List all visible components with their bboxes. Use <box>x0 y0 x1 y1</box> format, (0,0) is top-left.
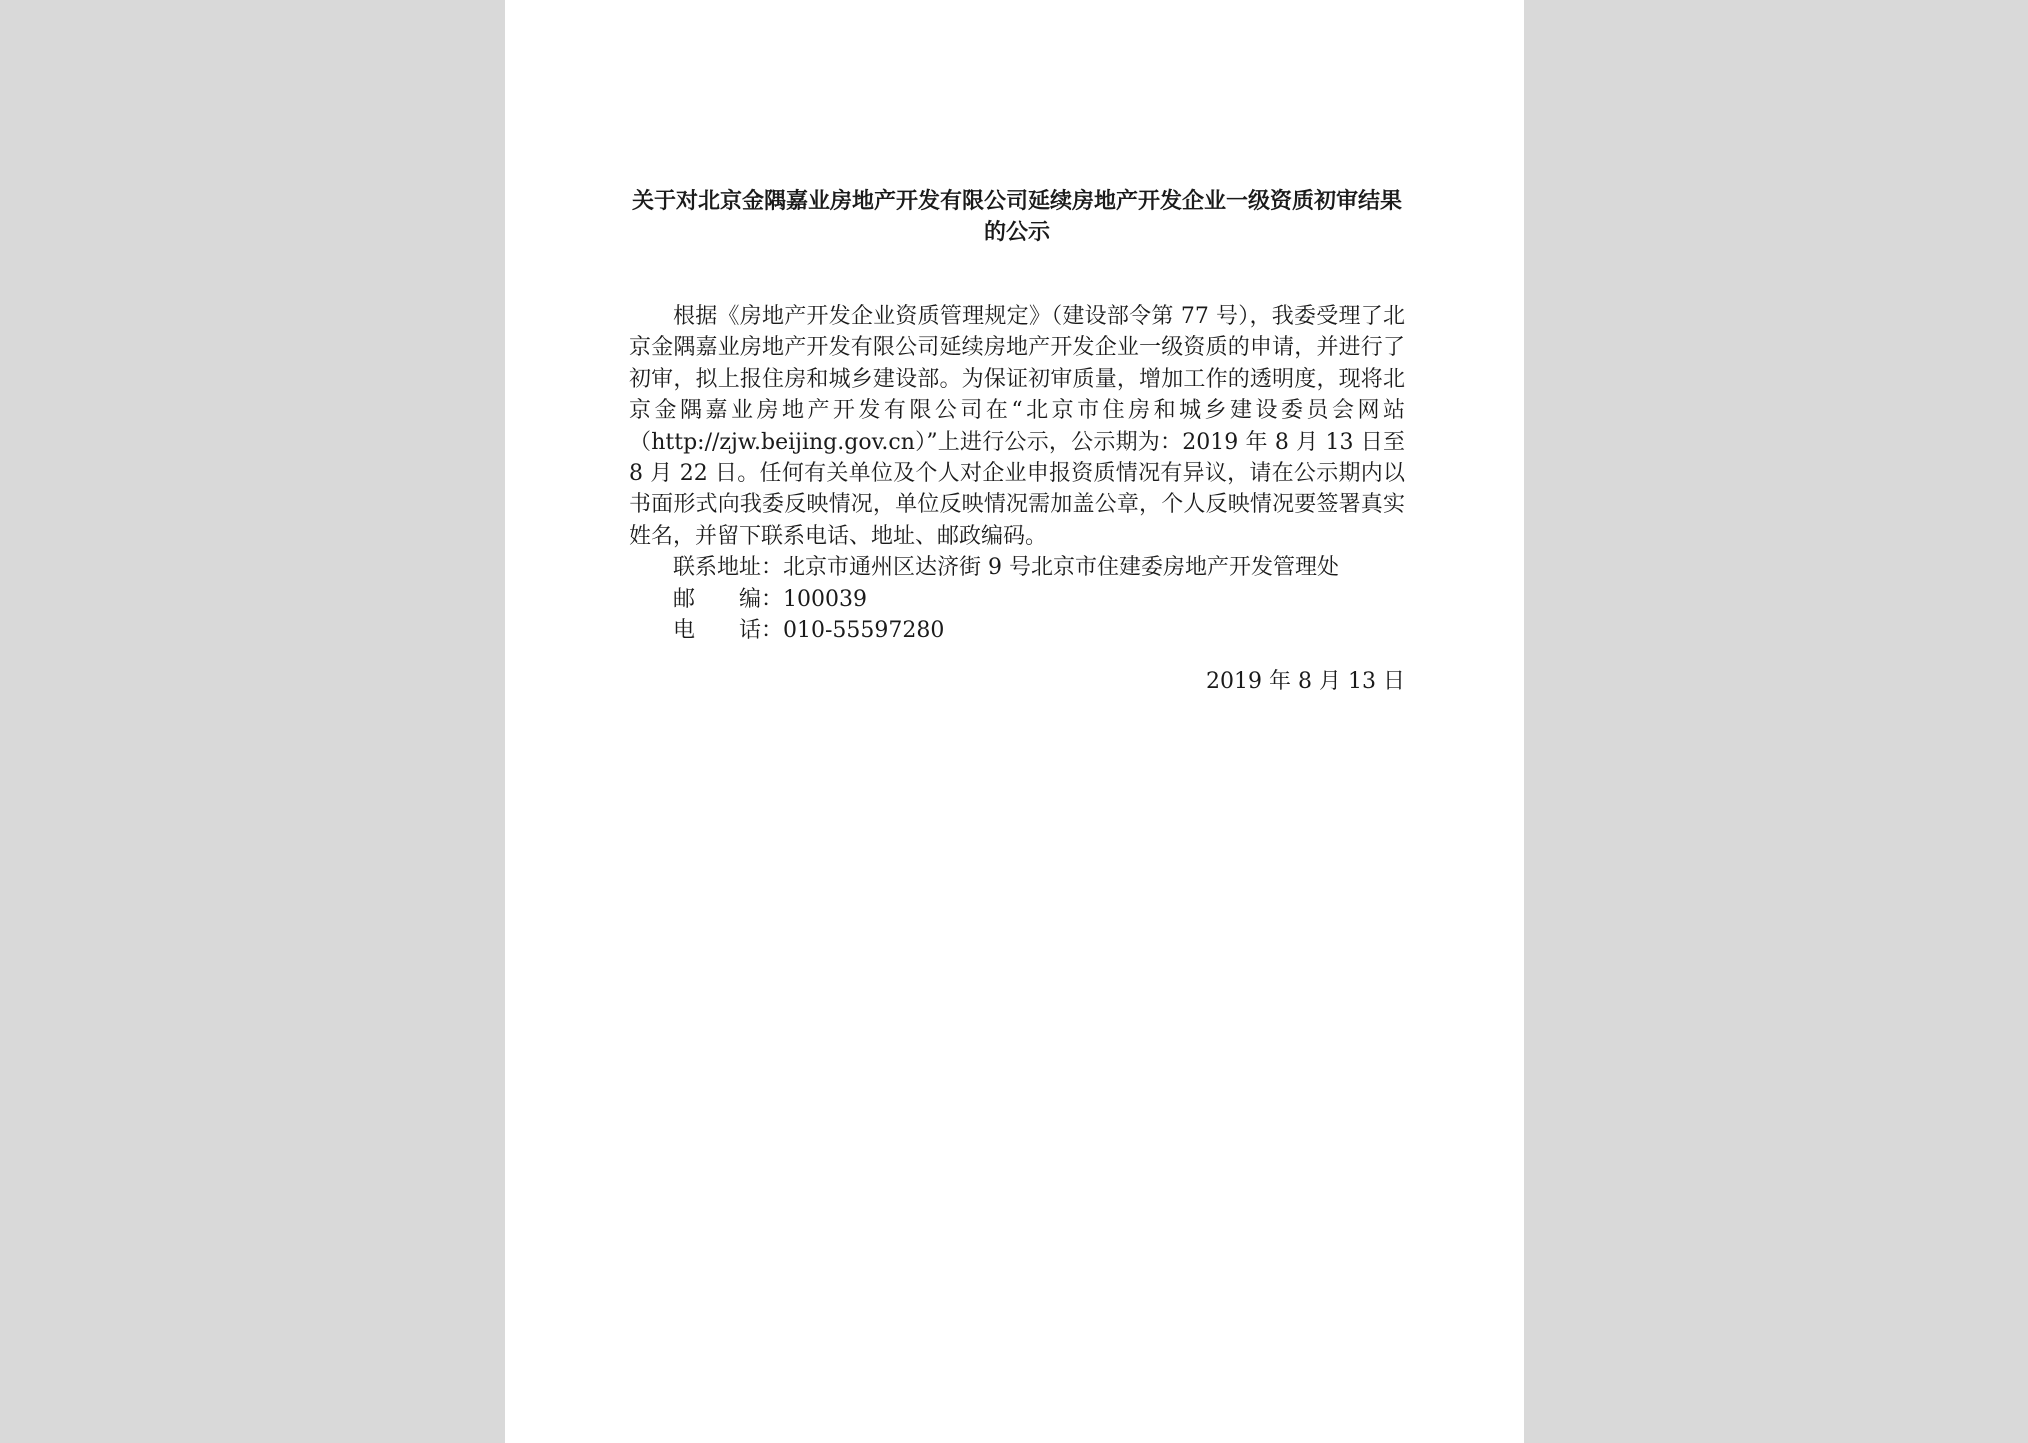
phone-line <box>629 615 1405 646</box>
postcode-line <box>629 584 1405 615</box>
document-body <box>629 301 1405 646</box>
phone-label: 电 话 <box>673 618 761 644</box>
document-content <box>629 186 1405 697</box>
contact-address: 联系地址：北京市通州区达济街 9 号北京市住建委房地产开发管理处 <box>673 555 1339 581</box>
postcode-label: 邮 编 <box>673 586 761 612</box>
body-paragraph: 根据《房地产开发企业资质管理规定》（建设部令第 77 号），我委受理了北京金隅嘉业房地产开发有限公司延续房地产开发企业一级资质的申请，并进行了初审，拟上报住房和城乡建设部。为保证初审质量，增加工作的透明度，现将北京金隅嘉业房地产开发有限公司在“北京市住房和城乡建设委员会网站（http://zjw.beijing.gov.cn）”上进行公示，公示期为：2019 年 8 月 13 日至 8 月 22 日。任何有关单位及个人对企业申报资质情况有异议，请在公示期内以书面形式向我委反映情况，单位反映情况需加盖公章，个人反映情况要签署真实姓名，并留下联系电话、地址、邮政编码。 <box>629 304 1405 549</box>
document-title: 关于对北京金隅嘉业房地产开发有限公司延续房地产开发企业一级资质初审结果的公示 <box>631 189 1402 245</box>
phone-value: ：010-55597280 <box>761 618 945 644</box>
postcode-value: ：100039 <box>761 586 867 612</box>
document-date: 2019 年 8 月 13 日 <box>1206 669 1405 695</box>
document-page <box>505 0 1524 1443</box>
